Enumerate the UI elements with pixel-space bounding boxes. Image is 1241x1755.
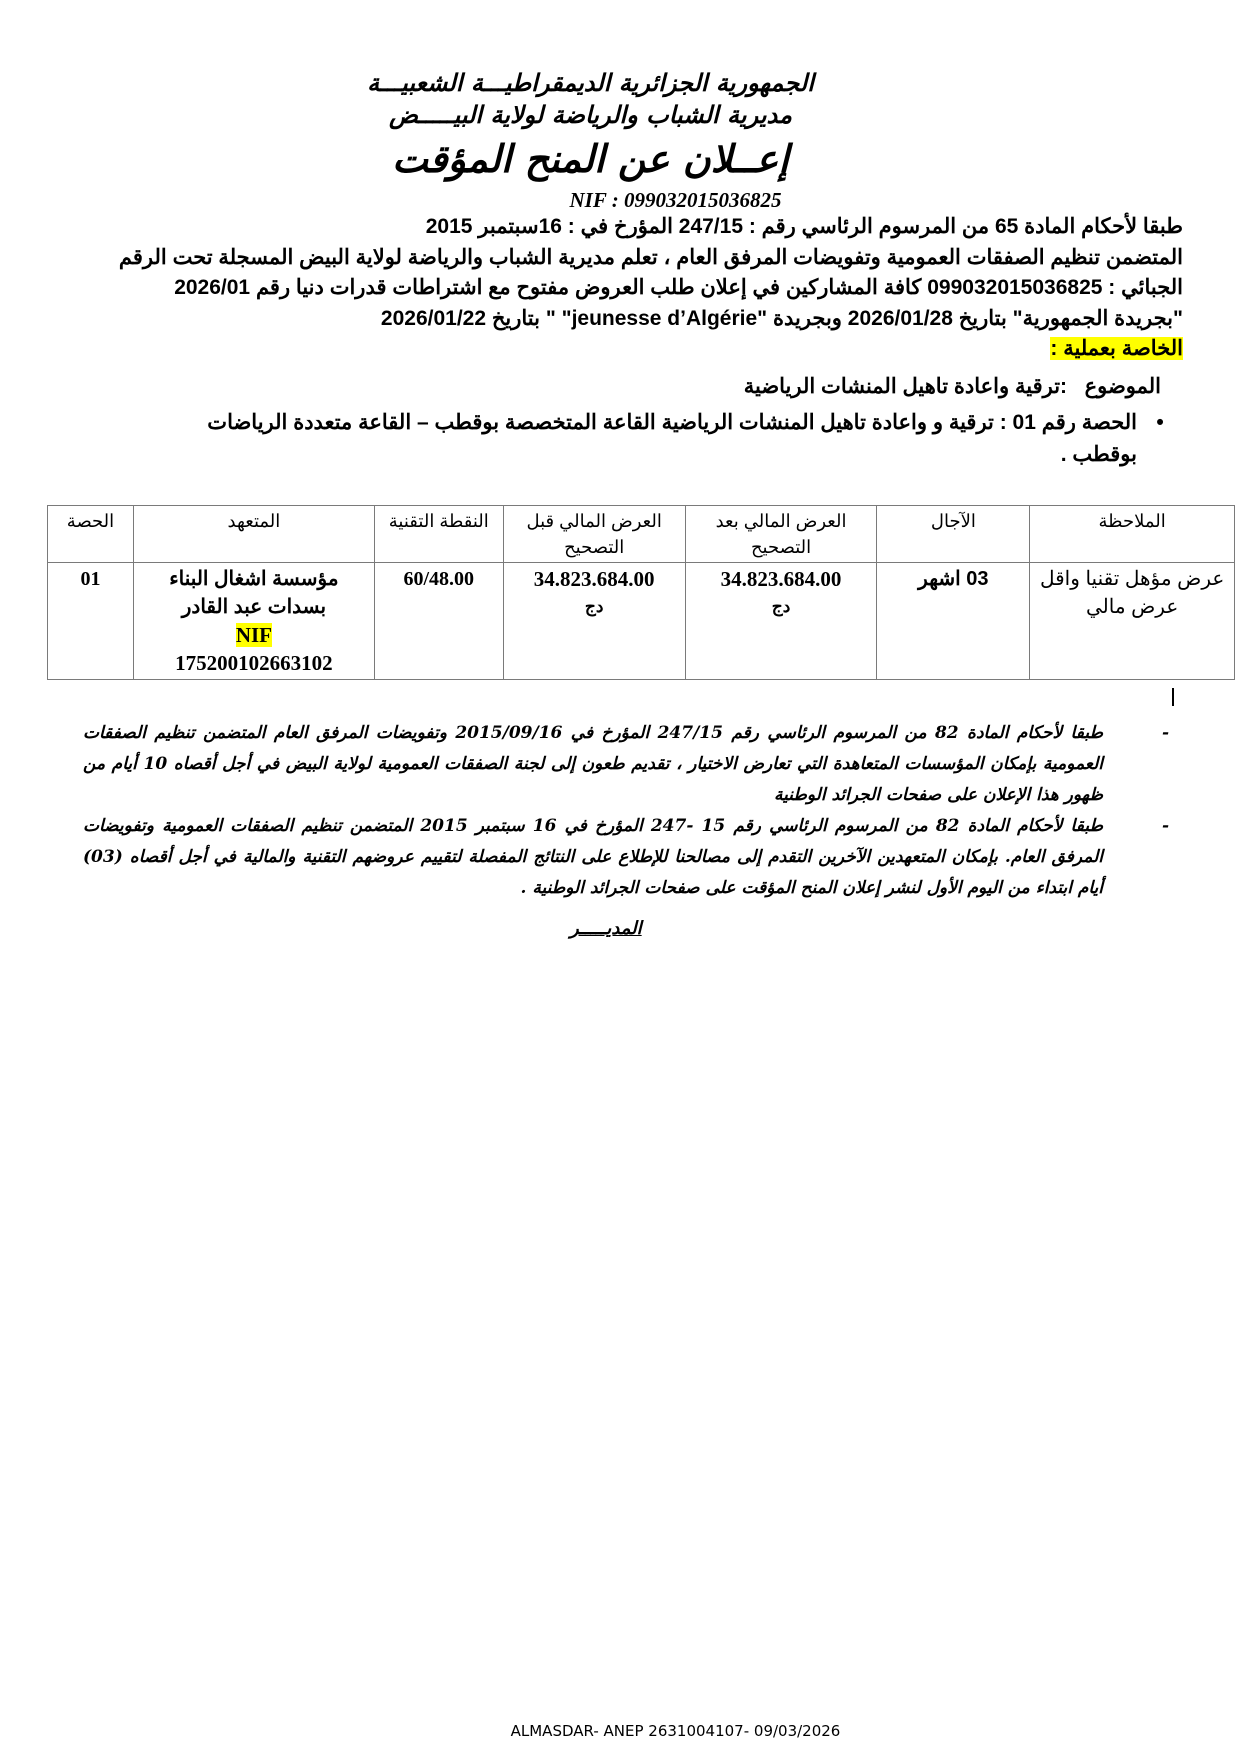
subject-value: :ترقية واعادة تاهيل المنشات الرياضية: [743, 375, 1068, 398]
dash-bullet-icon: -: [1161, 723, 1169, 743]
subject-line: [744, 374, 1161, 399]
note-appeal-text: طبقا لأحكام المادة 82 من المرسوم الرئاسي رقم 247/15 المؤرخ في 2015/09/16 وتفويضات المرفق العام المتضمن تنظيم الصفقات العمومية بإمكان المؤسسات المتعاهدة التي تعارض الاختيار ، تقديم طعون إلى لجنة الصفقات العمومية لولاية البيض في أجل أقصاه 10 أيام من ظهور هذا الإعلان على صفحات الجرائد الوطنية: [83, 723, 1103, 805]
subject-label: الموضوع: [1084, 375, 1161, 398]
dash-bullet-icon: -: [1161, 816, 1169, 836]
directorate-heading: مديرية الشباب والرياضة لولاية البيـــــض: [389, 100, 792, 129]
intro-line-2: المتضمن تنظيم الصفقات العمومية وتفويضات المرفق العام ، تعلم مديرية الشباب والرياضة لولاية البيض المسجلة تحت الرقم: [118, 245, 1183, 269]
lot-line-1: الحصة رقم 01 : ترقية و واعادة تاهيل المنشات الرياضية القاعة المتخصصة بوقطب – القاعة متعددة الرياضات: [207, 411, 1137, 434]
operation-label-highlight: الخاصة بعملية :: [1050, 337, 1183, 360]
intro-line-1: طبقا لأحكام المادة 65 من المرسوم الرئاسي رقم : 247/15 المؤرخ في : 16سبتمبر 2015: [425, 215, 1183, 238]
lot-line-2: بوقطب .: [1060, 443, 1137, 466]
table-row: [48, 563, 1235, 680]
lot-description: [63, 407, 1183, 471]
cell-bidder: [133, 563, 374, 680]
note-consultation-text: طبقا لأحكام المادة 82 من المرسوم الرئاسي رقم 15 -247 المؤرخ في 16 سبتمبر 2015 المتضمن تنظيم الصفقات العمومية وتفويضات المرفق العام. بإمكان المتعهدين الآخرين التقدم إلى مصالحنا للإطلاع على النتائج المفصلة لتقييم عروضهم التقنية والمالية في أجل أقصاه (03) أيام ابتداء من اليوم الأول لنشر إعلان المنح المؤقت على صفحات الجرائد الوطنية .: [83, 816, 1103, 898]
intro-line-3: الجبائي : 099032015036825 كافة المشاركين في إعلان طلب العروض مفتوح مع اشتراطات قدرات دنيا رقم 2026/01: [174, 276, 1183, 299]
cell-offer-after: [685, 563, 877, 680]
cell-offer-before: [503, 563, 685, 680]
offer-before-amount: 34.823.684.00: [533, 567, 655, 591]
directorate-nif: NIF : 099032015036825: [569, 188, 782, 212]
bidder-name: مؤسسة اشغال البناء بسدات عبد القادر: [169, 568, 339, 618]
intro-line-4: "بجريدة الجمهورية" بتاريخ 2026/01/28 وبجريدة "jeunesse d’Algérie" " بتاريخ 2026/01/22: [380, 306, 1183, 330]
note-consultation: [83, 811, 1183, 904]
cell-remark: عرض مؤهل تقنيا واقل عرض مالي: [1030, 563, 1235, 680]
cell-lot: 01: [48, 563, 134, 680]
header-bidder: المتعهد: [133, 506, 374, 563]
note-appeal: [83, 718, 1183, 811]
publication-footer: ALMASDAR- ANEP 2631004107- 09/03/2026: [510, 1722, 841, 1740]
table-header-row: [48, 506, 1235, 563]
bidder-nif: 175200102663102: [175, 651, 333, 675]
cell-deadline: 03 اشهر: [877, 563, 1030, 680]
offer-after-amount: 34.823.684.00: [720, 567, 842, 591]
header-offer-after: العرض المالي بعد التصحيح: [685, 506, 877, 563]
bullet-icon: •: [1156, 411, 1164, 434]
offer-after-currency: دج: [771, 597, 791, 616]
header-technical-score: النقطة التقنية: [374, 506, 503, 563]
republic-heading: الجمهورية الجزائرية الديمقراطيـــة الشعبيـــة: [367, 68, 814, 97]
header-deadline: الآجال: [877, 506, 1030, 563]
header-lot: الحصة: [48, 506, 134, 563]
header-offer-before: العرض المالي قبل التصحيح: [503, 506, 685, 563]
cell-technical-score: 60/48.00: [374, 563, 503, 680]
announcement-title: إعــلان عن المنح المؤقت: [392, 136, 789, 181]
text-cursor: [1172, 688, 1174, 706]
intro-paragraph: [73, 212, 1183, 365]
provisional-award-table: [47, 505, 1235, 680]
notes-list: [83, 718, 1183, 904]
header-remark: الملاحظة: [1030, 506, 1235, 563]
bidder-nif-label: NIF: [235, 623, 272, 647]
offer-before-currency: دج: [584, 597, 604, 616]
director-signature: المديـــــر: [570, 918, 642, 939]
